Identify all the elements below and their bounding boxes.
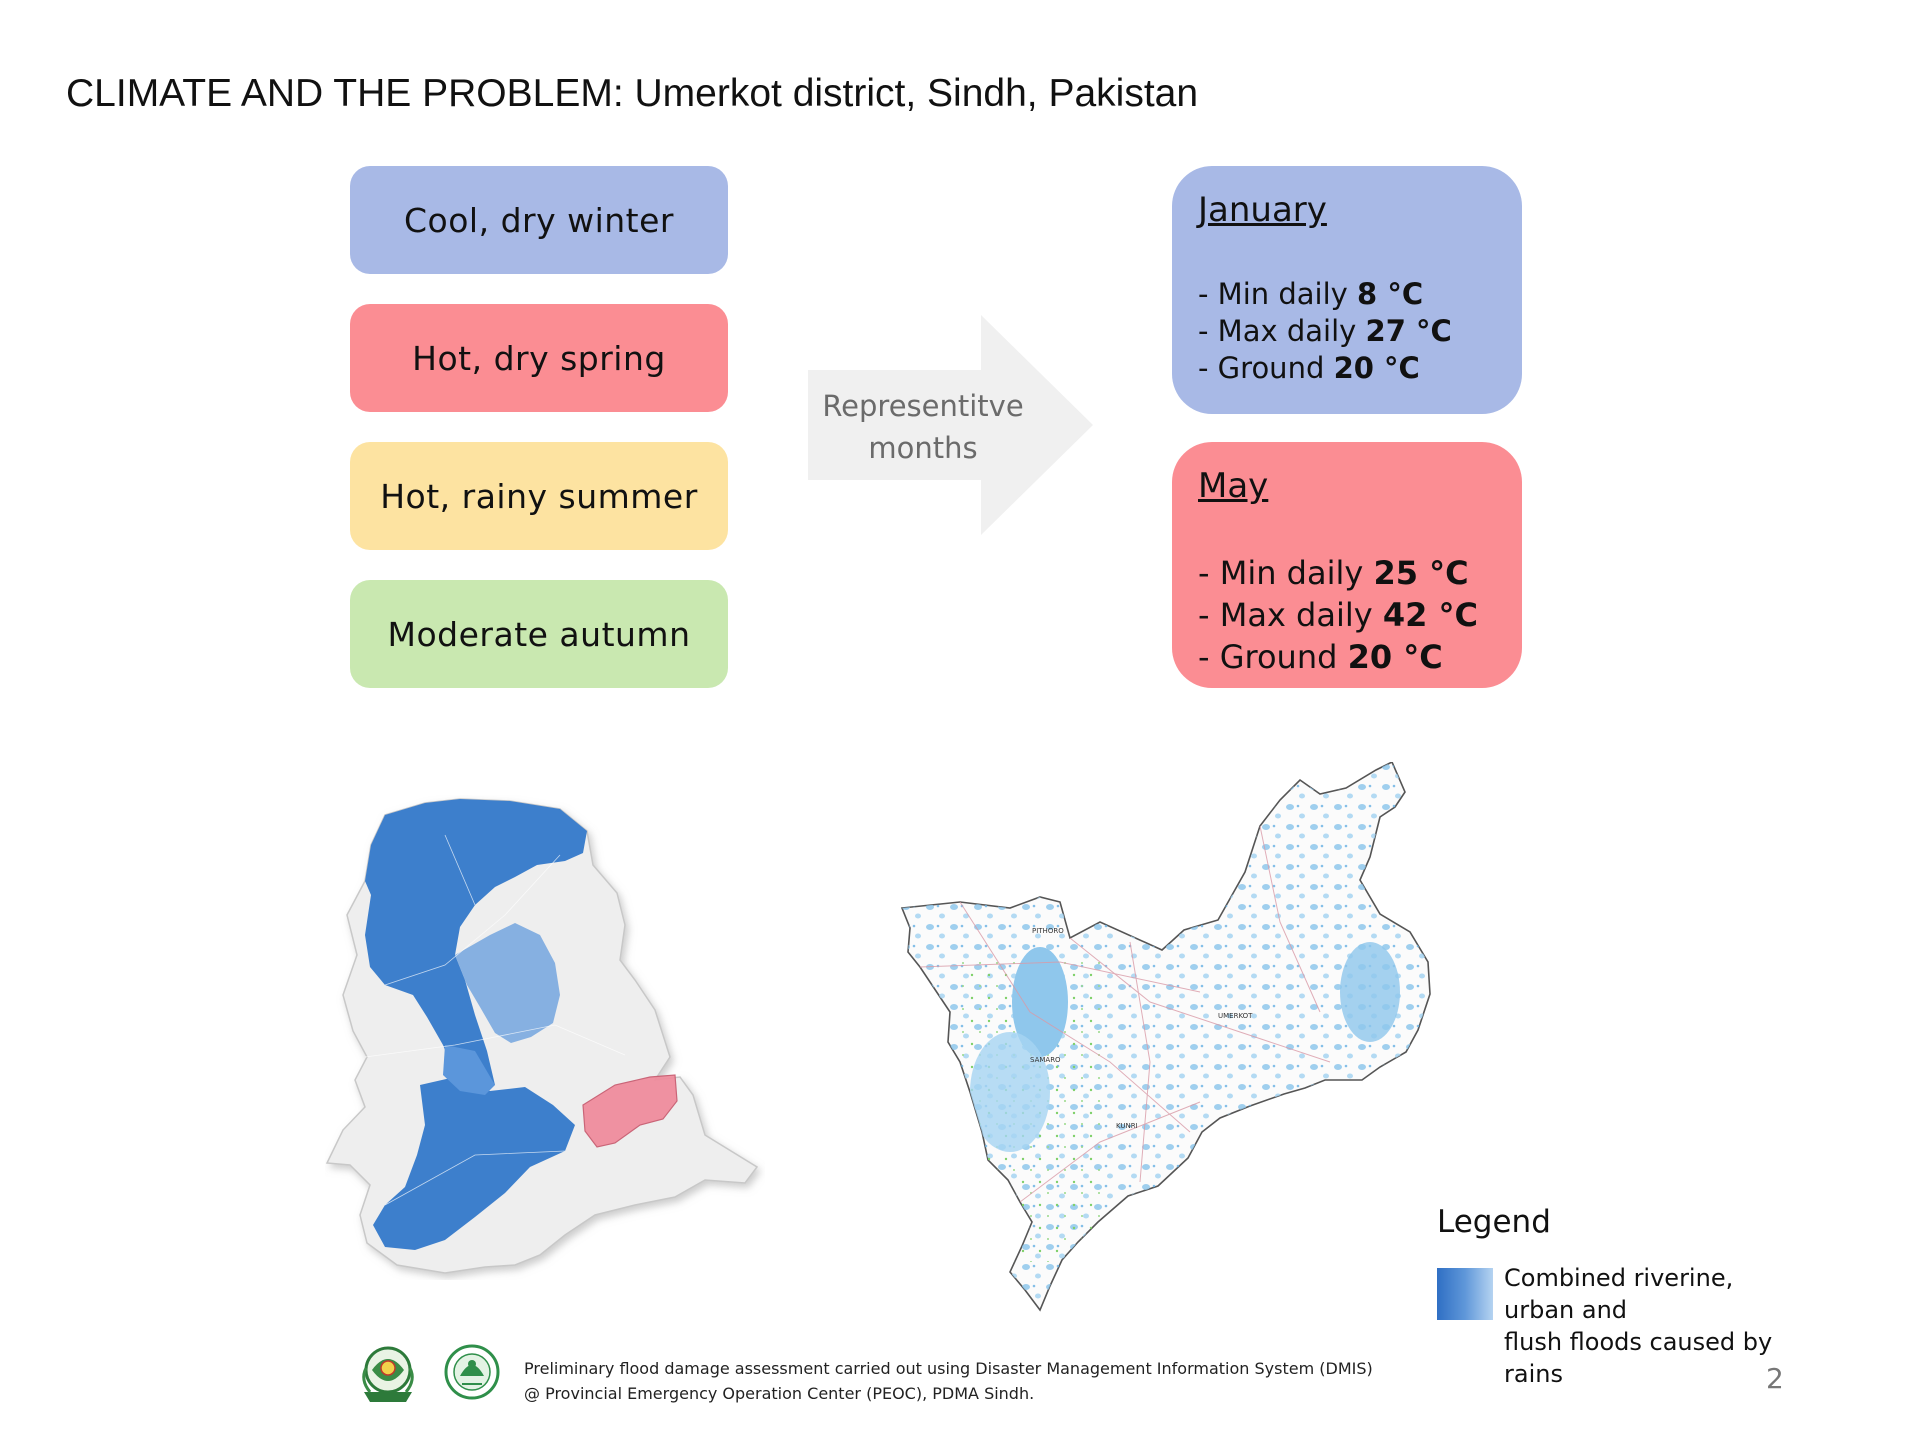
arrow-label-line1: Representitve	[822, 389, 1024, 423]
min-label: - Min daily	[1198, 277, 1358, 311]
season-box-summer: Hot, rainy summer	[350, 442, 728, 550]
place-label-pithoro: PITHORO	[1032, 927, 1064, 935]
place-label-umerkot: UMERKOT	[1218, 1012, 1253, 1020]
arrow-label-line2: months	[868, 431, 978, 465]
ground-line	[1198, 636, 1496, 678]
ground-label: - Ground	[1198, 351, 1334, 385]
government-emblem-logo	[356, 1340, 420, 1408]
min-daily-line	[1198, 276, 1496, 313]
ground-value: 20 °C	[1347, 638, 1443, 676]
season-box-winter: Cool, dry winter	[350, 166, 728, 274]
min-daily-line	[1198, 552, 1496, 594]
min-label: - Min daily	[1198, 554, 1374, 592]
slide-title: CLIMATE AND THE PROBLEM: Umerkot district, Sindh, Pakistan	[66, 72, 1199, 115]
ground-label: - Ground	[1198, 638, 1348, 676]
month-box-january	[1172, 166, 1522, 414]
max-daily-line	[1198, 594, 1496, 636]
footer-line1: Preliminary flood damage assessment carried out using Disaster Management Information System (DMIS)	[524, 1359, 1373, 1378]
legend-title: Legend	[1437, 1204, 1551, 1240]
ground-line	[1198, 350, 1496, 387]
legend-line1: Combined riverine, urban and	[1504, 1264, 1734, 1324]
sindh-flood-map	[325, 795, 765, 1280]
max-label: - Max daily	[1198, 314, 1366, 348]
max-value: 27 °C	[1365, 314, 1452, 348]
min-value: 8 °C	[1357, 277, 1424, 311]
max-value: 42 °C	[1382, 596, 1479, 634]
ground-value: 20 °C	[1333, 351, 1420, 385]
season-box-spring: Hot, dry spring	[350, 304, 728, 412]
footer-source-note	[524, 1356, 1373, 1406]
max-daily-line	[1198, 313, 1496, 350]
representative-months-label	[808, 385, 1038, 469]
place-label-samaro: SAMARO	[1030, 1056, 1061, 1064]
season-box-autumn: Moderate autumn	[350, 580, 728, 688]
month-name: January	[1198, 190, 1327, 230]
legend-line2: flush floods caused by rains	[1504, 1328, 1773, 1388]
month-name: May	[1198, 466, 1269, 506]
place-label-kunri: KUNRI	[1116, 1122, 1138, 1130]
flood-legend-swatch	[1437, 1268, 1493, 1320]
pdma-sindh-logo	[440, 1340, 504, 1408]
flood-patch	[1340, 942, 1400, 1042]
month-box-may	[1172, 442, 1522, 688]
min-value: 25 °C	[1373, 554, 1469, 592]
page-number: 2	[1766, 1362, 1784, 1395]
footer-line2: @ Provincial Emergency Operation Center (PEOC), PDMA Sindh.	[524, 1384, 1035, 1403]
umerkot-flood-map	[900, 762, 1530, 1322]
max-label: - Max daily	[1198, 596, 1383, 634]
legend-description	[1504, 1262, 1804, 1390]
